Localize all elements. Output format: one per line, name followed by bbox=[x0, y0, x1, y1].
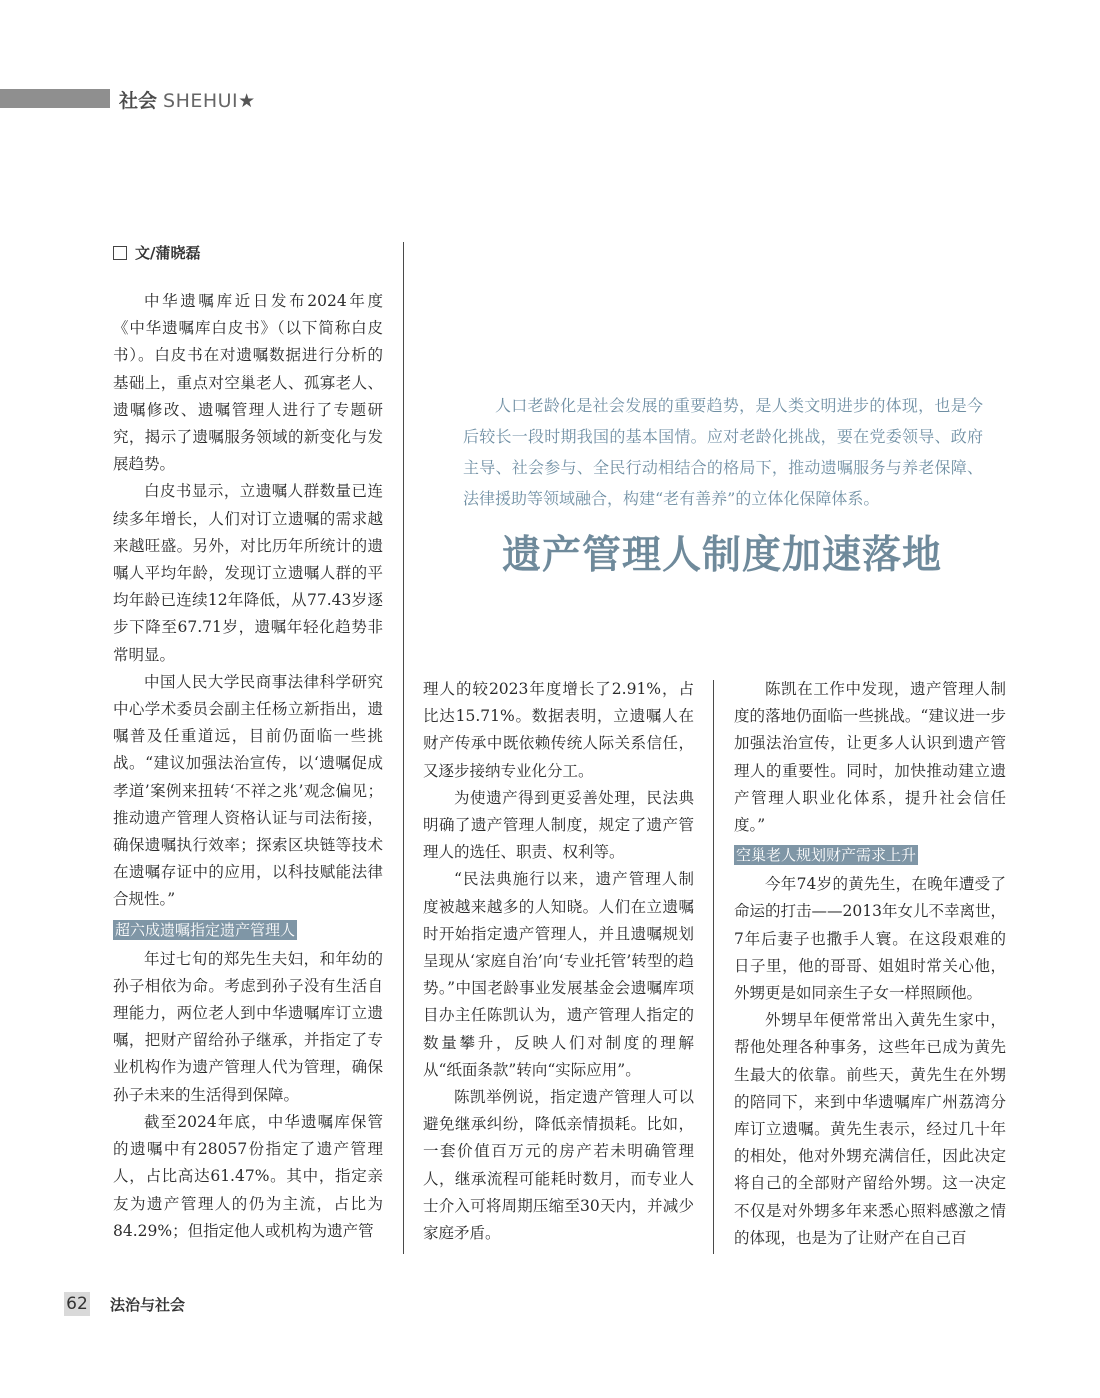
section-label bbox=[119, 86, 255, 113]
author-name: 文/蒲晓磊 bbox=[135, 244, 201, 262]
square-icon bbox=[113, 246, 127, 260]
lead-text: 人口老龄化是社会发展的重要趋势，是人类文明进步的体现，也是今后较长一段时期我国的基本国情。应对老龄化挑战，要在党委领导、政府主导、社会参与、全民行动相结合的格局下，推动遗嘱服务与养老保障、法律援助等领域融合，构建“老有善养”的立体化保障体系。 bbox=[463, 396, 983, 508]
section-bar bbox=[0, 89, 110, 108]
publication-name: 法治与社会 bbox=[110, 1296, 186, 1314]
text-column-3 bbox=[734, 676, 1006, 1252]
paragraph: 为使遗产得到更妥善处理，民法典明确了遗产管理人制度，规定了遗产管理人的选任、职责、权利等。 bbox=[423, 788, 694, 862]
author-line bbox=[113, 242, 200, 263]
section-name-cn: 社会 bbox=[119, 90, 158, 112]
star-icon: ★ bbox=[238, 90, 256, 112]
paragraph: 中国人民大学民商事法律科学研究中心学术委员会副主任杨立新指出，遗嘱普及任重道远，目前仍面临一些挑战。“建议加强法治宣传，以‘遗嘱促成孝道’案例来扭转‘不祥之兆’观念偏见；推动遗产管理人资格认证与司法衔接，确保遗嘱执行效率；探索区块链等技术在遗嘱存证中的应用，以科技赋能法律合规性。” bbox=[113, 672, 383, 909]
paragraph: 陈凯在工作中发现，遗产管理人制度的落地仍面临一些挑战。“建议进一步加强法治宣传，让更多人认识到遗产管理人的重要性。同时，加快推动建立遗产管理人职业化体系，提升社会信任度。” bbox=[734, 680, 1006, 835]
text-column-1 bbox=[113, 288, 383, 1245]
paragraph: 外甥早年便常常出入黄先生家中，帮他处理各种事务，这些年已成为黄先生最大的依靠。前些天，黄先生在外甥的陪同下，来到中华遗嘱库广州荔湾分库订立遗嘱。黄先生表示，经过几十年的相处，他对外甥充满信任，因此决定将自己的全部财产留给外甥。这一决定不仅是对外甥多年来悉心照料感激之情的体现，也是为了让财产在自己百 bbox=[734, 1011, 1006, 1247]
paragraph: 陈凯举例说，指定遗产管理人可以避免继承纠纷，降低亲情损耗。比如，一套价值百万元的房产若未明确管理人，继承流程可能耗时数月，而专业人士介入可将周期压缩至30天内，并减少家庭矛盾。 bbox=[423, 1088, 694, 1243]
paragraph: 截至2024年底，中华遗嘱库保管的遗嘱中有28057份指定了遗产管理人，占比高达61.47%。其中，指定亲友为遗产管理人的仍为主流，占比为84.29%；但指定他人或机构为遗产管 bbox=[113, 1112, 383, 1240]
paragraph: 白皮书显示，立遗嘱人群数量已连续多年增长，人们对订立遗嘱的需求越来越旺盛。另外，对比历年所统计的遗嘱人平均年龄，发现订立遗嘱人群的平均年龄已连续12年降低，从77.43岁逐步下降至67.71岁，遗嘱年轻化趋势非常明显。 bbox=[113, 482, 383, 664]
subheading: 超六成遗嘱指定遗产管理人 bbox=[115, 920, 296, 939]
section-name-en: SHEHUI bbox=[163, 90, 239, 112]
subheading: 空巢老人规划财产需求上升 bbox=[736, 846, 917, 865]
text-column-2 bbox=[423, 676, 694, 1247]
page-number: 62 bbox=[64, 1292, 90, 1316]
paragraph: 中华遗嘱库近日发布2024年度《中华遗嘱库白皮书》（以下简称白皮书）。白皮书在对遗嘱数据进行分析的基础上，重点对空巢老人、孤寡老人、遗嘱修改、遗嘱管理人进行了专题研究，揭示了遗嘱服务领域的新变化与发展趋势。 bbox=[113, 292, 383, 474]
article-headline: 遗产管理人制度加速落地 bbox=[502, 533, 943, 578]
lead-paragraph bbox=[463, 390, 983, 514]
paragraph: 今年74岁的黄先生，在晚年遭受了命运的打击——2013年女儿不幸离世，7年后妻子也撒手人寰。在这段艰难的日子里，他的哥哥、姐姐时常关心他，外甥更是如同亲生子女一样照顾他。 bbox=[734, 875, 1006, 1003]
column-divider-2 bbox=[713, 680, 714, 1254]
paragraph: “民法典施行以来，遗产管理人制度被越来越多的人知晓。人们在立遗嘱时开始指定遗产管理人，并且遗嘱规划呈现从‘家庭自治’向‘专业托管’转型的趋势。”中国老龄事业发展基金会遗嘱库项目办主任陈凯认为，遗产管理人指定的数量攀升，反映人们对制度的理解从“纸面条款”转向“实际应用”。 bbox=[423, 870, 694, 1079]
paragraph: 理人的较2023年度增长了2.91%，占比达15.71%。数据表明，立遗嘱人在财产传承中既依赖传统人际关系信任，又逐步接纳专业化分工。 bbox=[423, 680, 694, 780]
column-divider-1 bbox=[403, 242, 404, 1254]
paragraph: 年过七旬的郑先生夫妇，和年幼的孙子相依为命。考虑到孙子没有生活自理能力，两位老人到中华遗嘱库订立遗嘱，把财产留给孙子继承，并指定了专业机构作为遗产管理人代为管理，确保孙子未来的生活得到保障。 bbox=[113, 949, 383, 1104]
